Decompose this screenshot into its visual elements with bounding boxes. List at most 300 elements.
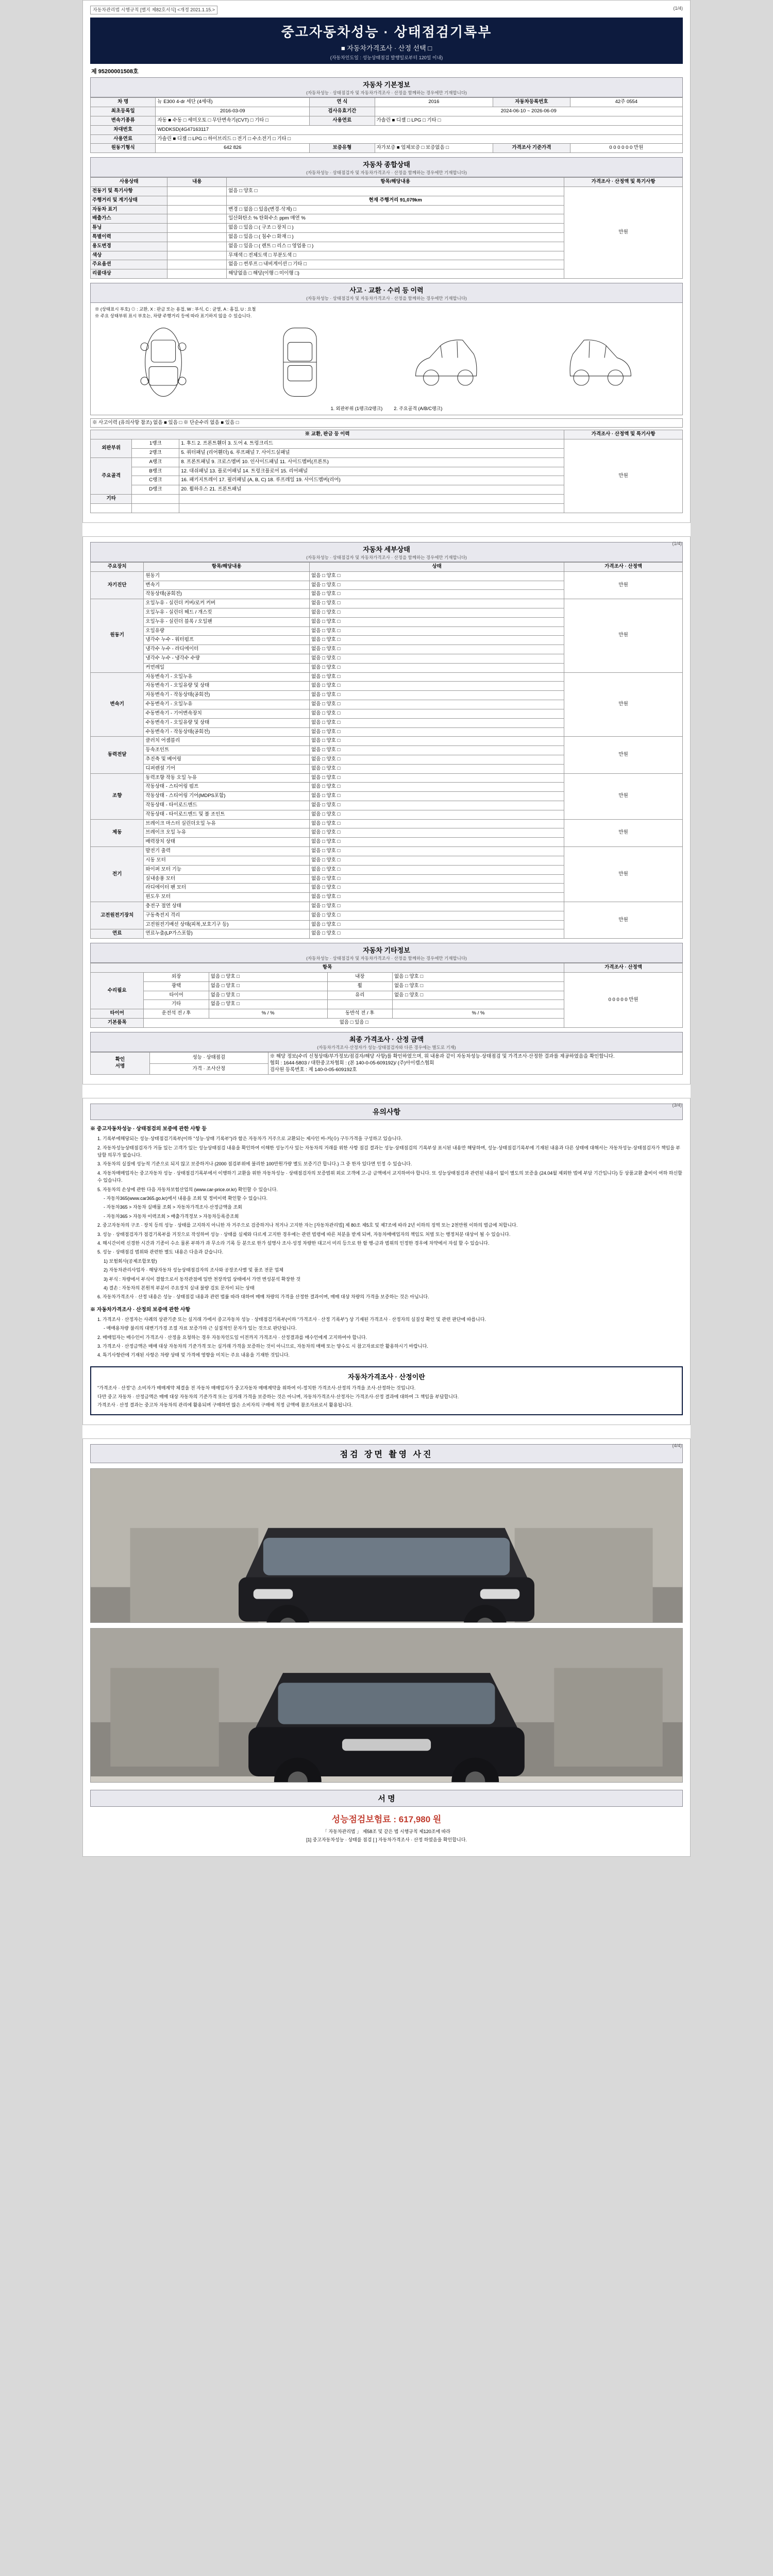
notice-item: - 자동차365 > 자동차 실매물 조회 > 자동차가격조사·산정금액을 조회 (104, 1205, 242, 1210)
table-row (91, 1052, 683, 1063)
cell-label: 보증유형 (310, 144, 375, 153)
notice-item: 1) 보험회사(공제조합포함) (104, 1258, 157, 1264)
table-header-row (91, 178, 683, 187)
price-cell[interactable]: 만원 (564, 847, 683, 902)
cell-value: 자가보증 ■ 업체보증 □ 보증없음 □ (375, 144, 493, 153)
notice-subtitle-2: ※ 자동차가격조사 · 산정의 보증에 관한 사항 (90, 1307, 191, 1313)
table-row (91, 672, 683, 682)
table-row (91, 98, 683, 107)
rank-items[interactable]: 16. 패키지트레이 17. 필러패널 (A, B, C) 18. 루프레일 19. 사이드멤버(리어) (179, 476, 564, 485)
car-side-view-left-icon (398, 324, 494, 401)
col-header: 상태 (310, 562, 564, 571)
item-state[interactable]: 없음 □ 양호 □ (310, 755, 564, 764)
table-row (91, 430, 683, 439)
legend-item: 2. 주요골격 (A/B/C랭크) (394, 405, 443, 411)
rank-label: 2랭크 (132, 449, 179, 458)
page-number-2: (1/4) (672, 540, 682, 546)
notice-item: 2. 중고자동차의 구조 · 장치 등의 성능 · 상태를 고지하지 아니한 자 거주으로 검증하거나 적거나 고지한 자는 [자동차관리법] 제 80조 제5호 및 제7조에 따라 2년 이하의 징역 또는 2천만원 이하의 벌금에 처합니다. (97, 1223, 518, 1228)
notice-item: 3) 부식 : 차량에서 부식이 결함으로서 동작관점에 일반 천장작업 상태에서 가연 변성분석 확장한 것 (104, 1276, 301, 1282)
col-header: 항목 (91, 963, 564, 973)
signature-section-title: 서 명 (90, 1790, 683, 1807)
item-state[interactable]: 없음 □ 양호 □ (310, 929, 564, 939)
diagram-legend-line-1: ※ (상태표시 부호) ⊙ : 교환, X : 판금 또는 용접, W : 부식, C : 균열, A : 흠집, U : 요철 (95, 307, 256, 312)
item-label: 기본품목 (91, 1019, 144, 1028)
item-label: 발전기 출력 (144, 847, 310, 856)
table-row (91, 819, 683, 828)
item-label: 와이퍼 모터 기능 (144, 865, 310, 874)
cell-value: 가솔린 ■ 디젤 □ LPG □ 기타 □ (375, 116, 683, 125)
rank-label: A랭크 (132, 457, 179, 467)
item-label: 오일누유 - 실린더 헤드 / 개스킷 (144, 608, 310, 617)
item-state[interactable]: 없음 □ 양호 □ (310, 764, 564, 773)
cell-value: 뉴 E300 4-dr 세단 (4세대) (156, 98, 310, 107)
table-row (91, 439, 683, 449)
notice-item: 4. 자동차매매업자는 중고자동차 성능 · 상태점검기록부에서 이행하기 교환을 위한 자동차성능 · 상태점검자의 보증범위 외로 고객에 고-금 금액에서 교지하여야 합니다. 또 성능상태점검과 관련된 내용이 없이 별도의 보증을 (24.04월 제외한 법에 부담 기간입니다) 등 상품교환 출비이 여하 하신할 수 있습니다. (97, 1170, 682, 1183)
section-final-price-note: (자동차가격조사·산정자가 성능·상태점검자와 다른 경우에는 별도로 기재) (317, 1044, 456, 1050)
cell-value: WDDKSD(4G47163117 (156, 125, 683, 134)
item-state[interactable]: 없음 □ 양호 □ (310, 691, 564, 700)
accident-check-line[interactable]: ※ 사고이력 (유의사항 참조) 없음 ■ 있음 □ ※ 단순수리 없음 ■ 있음 □ (91, 418, 683, 428)
item-state[interactable]: 없음 □ 양호 □ (209, 981, 327, 991)
insurance-fee-value: 617,980 원 (398, 1815, 442, 1825)
item-state[interactable]: 없음 □ 양호 □ (310, 617, 564, 626)
item-state[interactable]: 없음 □ 양호 □ (310, 902, 564, 911)
exchange-history-title: ※ 교환, 판금 등 이력 (91, 430, 564, 439)
rank-items[interactable]: 12. 대쉬패널 13. 플로어패널 14. 트렁크플로어 15. 리어패널 (179, 467, 564, 476)
car-diagrams (95, 319, 678, 403)
form-legal-note: 자동차관리법 시행규칙 [별지 제82호서식] <개정 2021.1.15.> (90, 6, 217, 14)
item-label: 배력장치 상태 (144, 838, 310, 847)
price-cell[interactable]: 만원 (564, 599, 683, 673)
photo-2-content (91, 1629, 682, 1783)
exchange-history-table (90, 430, 683, 513)
col-header: 항목/해당내용 (144, 562, 310, 571)
item-state[interactable]: 없음 □ 양호 □ (310, 571, 564, 581)
notice-item-2: 4. 특기사항란에 기재된 사항은 차량 상태 및 가격에 영향을 미치는 주요 내용을 기재한 것입니다. (97, 1352, 290, 1358)
item-state[interactable]: 없음 □ 양호 □ (310, 599, 564, 608)
col-header: 가격조사 · 산정액 (564, 963, 683, 973)
item-state[interactable]: 없음 □ 양호 □ (310, 773, 564, 783)
cell-label: 가격조사 기준가격 (493, 144, 570, 153)
group-label: 연료 (91, 929, 144, 939)
item-state[interactable]: 없음 □ 양호 □ (310, 626, 564, 636)
item-label: 충전구 절연 상태 (144, 902, 310, 911)
item-label: 수동변속기 - 기어변속장치 (144, 709, 310, 718)
cell-label: 변속기종류 (91, 116, 156, 125)
item-state[interactable]: 없음 □ 양호 □ (310, 838, 564, 847)
section-detail-state-note: (자동차성능 · 상태점검자 및 자동차가격조사 · 산정을 함께하는 경우에만 기재합니다) (306, 554, 467, 560)
item-label: 추진축 및 베어링 (144, 755, 310, 764)
item-label: 유리 (327, 991, 392, 1000)
row-state[interactable]: 일산화탄소 % 탄화수소 ppm 매연 % (227, 214, 564, 224)
item-state[interactable]: 없음 □ 양호 □ (310, 682, 564, 691)
price-cell[interactable]: 만원 (564, 571, 683, 599)
cell-value: 자동 ■ 수동 □ 세미오토 □ 무단변속기(CVT) □ 기타 □ (156, 116, 310, 125)
row-label: 주행거리 및 계기상태 (91, 196, 167, 205)
damage-diagram-panel (90, 303, 683, 415)
table-row (91, 107, 683, 116)
item-state[interactable]: 없음 □ 양호 □ (209, 991, 327, 1000)
item-label: 작동상태 - 스티어링 펌프 (144, 783, 310, 792)
accident-check-table (90, 418, 683, 428)
notice-item-2: 3. 가격조사 · 산정금액은 매매 대상 자동차의 기준가격 또는 실거래 가격을 보증하는 것이 아니므로, 자동차의 매매 또는 양수도 시 참고자료로만 활용하시기 바랍니다. (97, 1343, 428, 1349)
rank-label: B랭크 (132, 467, 179, 476)
section-other-info-note: (자동차성능 · 상태점검자 및 자동차가격조사 · 산정을 함께하는 경우에만 기재합니다) (306, 956, 467, 961)
rank-items[interactable]: 20. 휠하우스 21. 프론트패널 (179, 485, 564, 495)
basic-info-table (90, 97, 683, 153)
table-row (91, 418, 683, 428)
inspection-photo-1[interactable] (90, 1468, 683, 1623)
item-label: 작동상태(공회전) (144, 590, 310, 599)
section-accident-title: 사고 · 교환 · 수리 등 이력 (349, 286, 424, 295)
item-label: 등속조인트 (144, 746, 310, 755)
inspector-role-2: 가격 · 조사산정 (149, 1063, 268, 1075)
cert-line: 검사원 등록번호 : 제 140-0-05-609192호 (270, 1066, 357, 1073)
col-header: 항목/해당내용 (227, 178, 564, 187)
section-accident-header (90, 283, 683, 303)
price-definition-title: 자동차가격조사 · 산정이란 (348, 1372, 425, 1381)
group-label: 수리필요 (91, 973, 144, 1009)
table-row (91, 571, 683, 581)
item-state[interactable]: 없음 □ 양호 □ (310, 663, 564, 672)
item-state[interactable]: 없음 □ 양호 □ (310, 700, 564, 709)
row-state[interactable]: 없음 □ 있음 □ ( 렌트 □ 리스 □ 영업용 □ ) (227, 242, 564, 251)
cell-label: 차 명 (91, 98, 156, 107)
item-label: 냉각수 누수 - 워터펌프 (144, 636, 310, 645)
notice-title: 유의사항 (90, 1104, 683, 1120)
section-final-price-title: 최종 가격조사 · 산정 금액 (349, 1035, 424, 1043)
row-sub (167, 233, 227, 242)
section-basic-info-note: (자동차성능 · 상태점검자 및 자동차가격조사 · 산정을 함께하는 경우에만 기재합니다) (306, 90, 467, 96)
item-state[interactable]: 없음 □ 양호 □ (310, 718, 564, 727)
rank-label: C랭크 (132, 476, 179, 485)
item-state[interactable]: 없음 □ 양호 □ (209, 973, 327, 982)
group-label: 기타 (91, 495, 132, 504)
item-label: 오일누유 - 실린더 블록 / 오일팬 (144, 617, 310, 626)
page-number-1: (1/4) (673, 6, 683, 11)
row-label: 리콜대상 (91, 269, 167, 279)
sheet-page-4 (82, 1438, 691, 1857)
notice-item: 3. 자동차의 실질에 성능적 기준으로 되지 않고 보증하거나 (2000 점검부위에 불리한 100만원가량 별도 보증기간 합니다.) 그 중 한자 있다면 인정 수 있습니다. (97, 1161, 412, 1167)
item-state[interactable]: 없음 □ 양호 □ (310, 893, 564, 902)
col-header: 가격조사 · 산정액 (564, 562, 683, 571)
cell-label: 자동차등록번호 (493, 98, 570, 107)
item-state[interactable]: 없음 □ 양호 □ (310, 783, 564, 792)
row-state[interactable]: 없음 □ 있음 □ ( 구조 □ 장치 □ ) (227, 224, 564, 233)
section-other-info-title: 자동차 기타정보 (363, 946, 410, 955)
price-definition-line: "가격조사 · 산정"은 소비자가 매매계약 체결을 전 자동차 매매업자가 중고자동차 매매계약을 위하여 이-정치한 가격조사·산정의 가격을 조사·산정하는 것입니다. (97, 1385, 416, 1391)
row-state[interactable]: 없음 □ 양호 □ (227, 187, 564, 196)
item-label: 자동변속기 - 오일유량 및 상태 (144, 682, 310, 691)
notice-item: 5. 성능 · 상태점검 범위와 관련한 별도 내용은 다음과 같습니다. (97, 1249, 224, 1255)
spacer-cell (91, 503, 132, 513)
item-state[interactable]: 없음 □ 양호 □ (310, 884, 564, 893)
rank-items[interactable] (179, 495, 564, 504)
notice-item: 6. 자동차가격조사 · 산정 내용은 성능 · 상태점검 내용과 관련 법률 따라 대하여 매매 차량의 가격을 산정한 결과이며, 매매 대상 차량의 가격을 보증하는 것은 아닙니다. (97, 1294, 429, 1300)
item-state[interactable]: 없음 □ 양호 □ (310, 590, 564, 599)
notice-item-2: 1. 가격조사 · 산정자는 사례의 상관기준 또는 실거래 가에서 중고자동차 성능 · 상태점검기록부(이하 "가격조사 · 산정 기록부") 상 기재된 가격조사 · 산정자의 실질성 확인 및 관련 판단에 따릅니다. (97, 1316, 486, 1322)
section-overall-state-header (90, 157, 683, 177)
item-label: 오일유량 (144, 626, 310, 636)
col-header: 내용 (167, 178, 227, 187)
document-number: 제 95200001508호 (91, 69, 139, 75)
section-overall-state-title: 자동차 종합상태 (363, 161, 410, 169)
price-cell[interactable]: 만원 (564, 672, 683, 737)
item-state[interactable] (392, 1000, 564, 1009)
row-sub (167, 205, 227, 214)
item-state[interactable]: 없음 □ 양호 □ (209, 1000, 327, 1009)
item-label: 동력조향 작동 오일 누유 (144, 773, 310, 783)
item-label: 커먼레일 (144, 663, 310, 672)
item-label: 수동변속기 - 작동상태(공회전) (144, 727, 310, 737)
price-note-cell[interactable]: 만원 (564, 187, 683, 278)
item-state[interactable]: 없음 □ 양호 □ (310, 874, 564, 884)
item-label: 윈도우 모터 (144, 893, 310, 902)
price-cell[interactable]: 만원 (564, 773, 683, 819)
item-label: 냉각수 누수 - 라디에이터 (144, 645, 310, 654)
item-label: 자동변속기 - 오일누유 (144, 672, 310, 682)
item-state[interactable]: 없음 □ 양호 □ (310, 911, 564, 920)
item-state[interactable]: 없음 □ 양호 □ (310, 672, 564, 682)
group-label: 자기진단 (91, 571, 144, 599)
price-cell[interactable]: 만원 (564, 439, 683, 513)
item-state[interactable]: 없음 □ 양호 □ (310, 865, 564, 874)
col-header: 가격조사 · 산정액 및 특기사항 (564, 178, 683, 187)
diagram-legend-line-2: ※ 주요 상태부위 표시 부호는, 차량 주행거리 등에 따라 표기하지 않을 수 있습니다. (95, 313, 252, 318)
item-state[interactable]: 없음 □ 양호 □ (392, 991, 564, 1000)
item-state[interactable]: 없음 □ 양호 □ (310, 636, 564, 645)
item-state[interactable]: 없음 □ 양호 □ (310, 581, 564, 590)
item-state[interactable]: 없음 □ 양호 □ (310, 654, 564, 664)
item-state[interactable]: 없음 □ 양호 □ (392, 981, 564, 991)
document-title-block (90, 18, 683, 64)
spacer-cell (132, 503, 179, 513)
group-label: 조향 (91, 773, 144, 819)
inspector-role-1: 성능 · 상태점검 (149, 1052, 268, 1063)
row-sub (167, 187, 227, 196)
row-label: 배출가스 (91, 214, 167, 224)
group-label: 변속기 (91, 672, 144, 737)
item-label: 타이어 (144, 991, 209, 1000)
other-info-table (90, 963, 683, 1028)
row-state[interactable]: 없음 □ 썬루프 □ 내비게이션 □ 기타 □ (227, 260, 564, 269)
item-label: 작동상태 - 타이로드엔드 및 볼 조인트 (144, 810, 310, 819)
item-label: 라디에이터 팬 모터 (144, 884, 310, 893)
item-label: 작동상태 - 스티어링 기어(MDPS포함) (144, 792, 310, 801)
row-sub (167, 242, 227, 251)
footer-line-2: [1] 중고자동차성능 · 상태를 점검 [ ] 자동차가격조사 · 산정 하였음을 확인합니다. (306, 1837, 467, 1842)
group-label: 외판부위 (91, 439, 132, 458)
price-definition-line: 다만 중고 자동차 · 산정금액은 매매 대상 자동차의 기준가격 또는 실거래 가격을 보증하는 것은 아니며, 자동차가격조사·산정자는 가격조사·산정 결과에 대하여 그 책임을 부담합니다. (97, 1394, 459, 1399)
section-overall-state-note: (자동차성능 · 상태점검자 및 자동차가격조사 · 산정을 함께하는 경우에만 기재합니다) (306, 170, 467, 176)
item-label: 수동변속기 - 오일유량 및 상태 (144, 718, 310, 727)
item-label: 연료누출(LP가스포함) (144, 929, 310, 939)
cell-value: 0 0 0 0 0 0 만원 (570, 144, 682, 153)
group-label: 전기 (91, 847, 144, 902)
group-label: 고전원전기장치 (91, 902, 144, 929)
car-side-view-right-icon (553, 324, 648, 401)
price-definition-line: 가격조사 · 산정 결과는 중고차 자동차의 관리에 활용되며 구매하면 많은 소비자의 구매에 적정 금액에 참조자료로서 활용됩니다. (97, 1402, 353, 1408)
notice-item-2: 2. 매매업자는 매수인이 가격조사 · 산정을 요청하는 경우 자동차인도일 이전까지 가격조사 · 산정결과를 매수인에게 고지하여야 합니다. (97, 1334, 367, 1340)
item-state[interactable]: 없음 □ 양호 □ (310, 645, 564, 654)
notice-item-2: - 매매용차량 불리의 대변기가경 조절 자료 보증가하 근 실질적인 문자가 있는 것으로 판단됩니다. (104, 1326, 297, 1331)
item-label: 기타 (144, 1000, 209, 1009)
tire-val-left[interactable]: % / % (209, 1009, 327, 1019)
page-subtitle-note: (자동차인도일 : 성능상태점검 발행일로부터 120일 이내) (330, 55, 443, 61)
photo-section-title: 점검 장면 촬영 사진 (90, 1444, 683, 1463)
item-state[interactable]: 없음 □ 양호 □ (310, 727, 564, 737)
item-state[interactable]: 없음 □ 양호 □ (310, 920, 564, 929)
item-label: 변속기 (144, 581, 310, 590)
final-price-table (90, 1052, 683, 1075)
odometer-value: 현재 주행거리 91,079km (227, 196, 564, 205)
table-row (91, 847, 683, 856)
item-label: 브레이크 오일 누유 (144, 828, 310, 838)
cell-value: 642 826 (156, 144, 310, 153)
cell-value: 가솔린 ■ 디젤 □ LPG □ 하이브리드 □ 전기 □ 수소전기 □ 기타 □ (156, 134, 683, 144)
notice-item: - 자동차365 > 자동차 이력조회 > 배출가격정보 > 자동차등록증조회 (104, 1213, 239, 1219)
group-label: 주요골격 (91, 457, 132, 494)
row-label: 색상 (91, 251, 167, 260)
row-label: 용도변경 (91, 242, 167, 251)
footer-line-1: 「 자동차관리법 」 제58조 및 같은 법 시행규칙 제120조에 따라 (322, 1829, 451, 1835)
sheet-page-3 (82, 1098, 691, 1425)
notice-subtitle-1: ※ 중고자동차성능 · 상태점검의 보증에 관한 사항 등 (90, 1126, 207, 1132)
col-header: 사용상태 (91, 178, 167, 187)
insurance-fee-label: 성능점검보험료 : (331, 1815, 396, 1825)
item-label (327, 1000, 392, 1009)
section-detail-state-header (90, 542, 683, 562)
section-accident-note: (자동차성능 · 상태점검자 및 자동차가격조사 · 산정을 함께하는 경우에만 기재합니다) (306, 296, 467, 301)
cell-value: 2024-06-10 ~ 2026-06-09 (375, 107, 683, 116)
cell-label: 검사유효기간 (310, 107, 375, 116)
row-state[interactable]: 무채색 □ 전체도색 □ 부분도색 □ (227, 251, 564, 260)
cell-label: 사용연료 (310, 116, 375, 125)
col-header: 주요장치 (91, 562, 144, 571)
tire-val-right[interactable]: % / % (392, 1009, 564, 1019)
item-label: 냉각수 누수 - 냉각수 수량 (144, 654, 310, 664)
item-state[interactable]: 없음 □ 양호 □ (310, 810, 564, 819)
detail-state-table (90, 562, 683, 939)
item-label: 클러치 어셈블리 (144, 737, 310, 746)
price-cell[interactable]: 만원 (564, 819, 683, 846)
table-row (91, 116, 683, 125)
item-label: 수동변속기 - 오일누유 (144, 700, 310, 709)
price-cell[interactable]: 만원 (564, 737, 683, 773)
table-row (91, 737, 683, 746)
rank-items[interactable]: 5. 쿼터패널 (리어휀더) 6. 루프패널 7. 사이드실패널 (179, 449, 564, 458)
confirmation-body: ※ 해당 정보(수리 신청상태/부가정보/점검자/해당 사항)를 확인하였으며, 위 내용과 같이 자동차성능·상태점검 및 가격조사·산정한 결과를 제공하였음을 확인합니다. (270, 1053, 615, 1059)
tire-pos-left: 운전석 전 / 후 (144, 1009, 209, 1019)
car-top-view-icon (261, 324, 339, 401)
row-sub (167, 224, 227, 233)
item-label: 시동 모터 (144, 856, 310, 865)
table-header-row (91, 963, 683, 973)
item-state[interactable]: 없음 □ 양호 □ (310, 819, 564, 828)
notice-item: 3. 성능 · 상태점검자가 점검기록부를 거짓으로 작성하여 성능 · 상태를 실제와 다르게 고지한 경우에는 관련 법령에 따른 처분을 받게 되며, 자동차매매업자의 책임도 처벌 또는 행정처분 대상이 될 수 있습니다. (97, 1231, 511, 1237)
item-label: 실내송풍 모터 (144, 874, 310, 884)
table-row (91, 773, 683, 783)
item-state[interactable]: 없음 □ 양호 □ (310, 746, 564, 755)
item-label: 내장 (327, 973, 392, 982)
row-sub (167, 214, 227, 224)
section-final-price-header (90, 1032, 683, 1052)
row-state[interactable]: 변경 □ 없음 □ 있음(변경·삭제) □ (227, 205, 564, 214)
cell-label: 원동기형식 (91, 144, 156, 153)
row-label: 특별이력 (91, 233, 167, 242)
price-definition-box (90, 1366, 683, 1416)
price-cell[interactable]: 만원 (564, 902, 683, 938)
price-cell[interactable]: 0 0 0 0 0 만원 (564, 973, 683, 1028)
group-label: 제동 (91, 819, 144, 846)
group-label: 원동기 (91, 599, 144, 673)
cell-value: 42주 0554 (570, 98, 682, 107)
item-label: 타이어 (91, 1009, 144, 1019)
notice-item: 5. 자동차의 손상에 관한 다음 자동차보험산업의 (www.car-price.or.kr) 확인할 수 있습니다. (97, 1187, 278, 1192)
item-label: 브레이크 마스터 실린더오일 누유 (144, 819, 310, 828)
rank-items[interactable]: 8. 프론트패널 9. 크로스멤버 10. 인사이드패널 11. 사이드멤버(프론트) (179, 457, 564, 467)
item-state[interactable]: 없음 □ 양호 □ (310, 828, 564, 838)
sheet-page-2 (82, 536, 691, 1084)
item-state[interactable]: 없음 □ 양호 □ (310, 737, 564, 746)
item-state[interactable]: 없음 □ 양호 □ (310, 792, 564, 801)
row-label: 튜닝 (91, 224, 167, 233)
cell-value: 2016-03-09 (156, 107, 310, 116)
item-label: 구동축전지 격리 (144, 911, 310, 920)
table-row (91, 144, 683, 153)
table-row (91, 973, 683, 982)
inspection-photo-2[interactable] (90, 1628, 683, 1783)
notice-item: 4) 결손 : 자동차의 본원적 부분이 주요장치 실내 불량 검토 문자이 되는 상태 (104, 1285, 255, 1291)
item-state[interactable]: 없음 □ 양호 □ (310, 847, 564, 856)
rank-items[interactable]: 1. 후드 2. 프론트휀더 3. 도어 4. 트렁크리드 (179, 439, 564, 449)
diagram-rank-legend (95, 403, 678, 412)
section-other-info-header (90, 943, 683, 963)
item-label: 외장 (144, 973, 209, 982)
table-row (91, 902, 683, 911)
notice-item: 2. 자동차성능상태점검자가 거듭 있는 고객가 있는 성능상태점검 내용을 확인하여 이해한 성능기사 있는 자동차의 거래를 위한 사항 점검 결과는 성능·상태점검의 기록부상 표시된 내용만 해당하며, 성능·상태점검기록부에 기재된 내용과 다른 상태에 대해서는 자동차성능·상태점검자가 책임을 부담할 의무가 없습니다. (97, 1145, 681, 1158)
row-sub (167, 251, 227, 260)
notice-item: - 자동차365(www.car365.go.kr)에서 내용을 조회 및 정비이력 확인할 수 있습니다. (104, 1196, 268, 1201)
table-row (91, 134, 683, 144)
cell-value: 2016 (375, 98, 493, 107)
section-detail-state-title: 자동차 세부상태 (363, 545, 410, 553)
page-number-3: (3/4) (672, 1103, 682, 1108)
item-label: 고전원전기배선 상태(피복,보호기구 등) (144, 920, 310, 929)
row-label: 자동차 표기 (91, 205, 167, 214)
item-label: 광택 (144, 981, 209, 991)
row-state[interactable]: 없음 □ 있음 □ ( 침수 □ 화재 □ ) (227, 233, 564, 242)
item-state[interactable]: 없음 □ 양호 □ (310, 709, 564, 718)
item-state[interactable]: 없음 □ 있음 □ (144, 1019, 564, 1028)
cell-label: 연 식 (310, 98, 375, 107)
notice-item: 1. 기록부에해당되는 성능·상태점검기록부(이하 "성능·상태 기록부")라 함은 자동차가 거주으로 교환되는 제사인 바-커(수) 구두가격을 구성하고 있습니다. (97, 1136, 402, 1142)
section-basic-info-title: 자동차 기본정보 (363, 81, 410, 89)
legend-item: 1. 외판부위 (1랭크/2랭크) (330, 405, 383, 411)
item-state[interactable]: 없음 □ 양호 □ (392, 973, 564, 982)
item-state[interactable]: 없음 □ 양호 □ (310, 801, 564, 810)
table-header-row (91, 562, 683, 571)
row-state[interactable]: 해당없음 □ 해당(이행 □ 미이행 □) (227, 269, 564, 279)
row-label: 전동기 및 특기사항 (91, 187, 167, 196)
row-label: 주요옵션 (91, 260, 167, 269)
item-state[interactable]: 없음 □ 양호 □ (310, 608, 564, 617)
table-row (91, 599, 683, 608)
item-state[interactable]: 없음 □ 양호 □ (310, 856, 564, 865)
footer-legal-note (90, 1828, 683, 1847)
cell-label: 최초등록일 (91, 107, 156, 116)
tire-pos-right: 동반석 전 / 후 (327, 1009, 392, 1019)
